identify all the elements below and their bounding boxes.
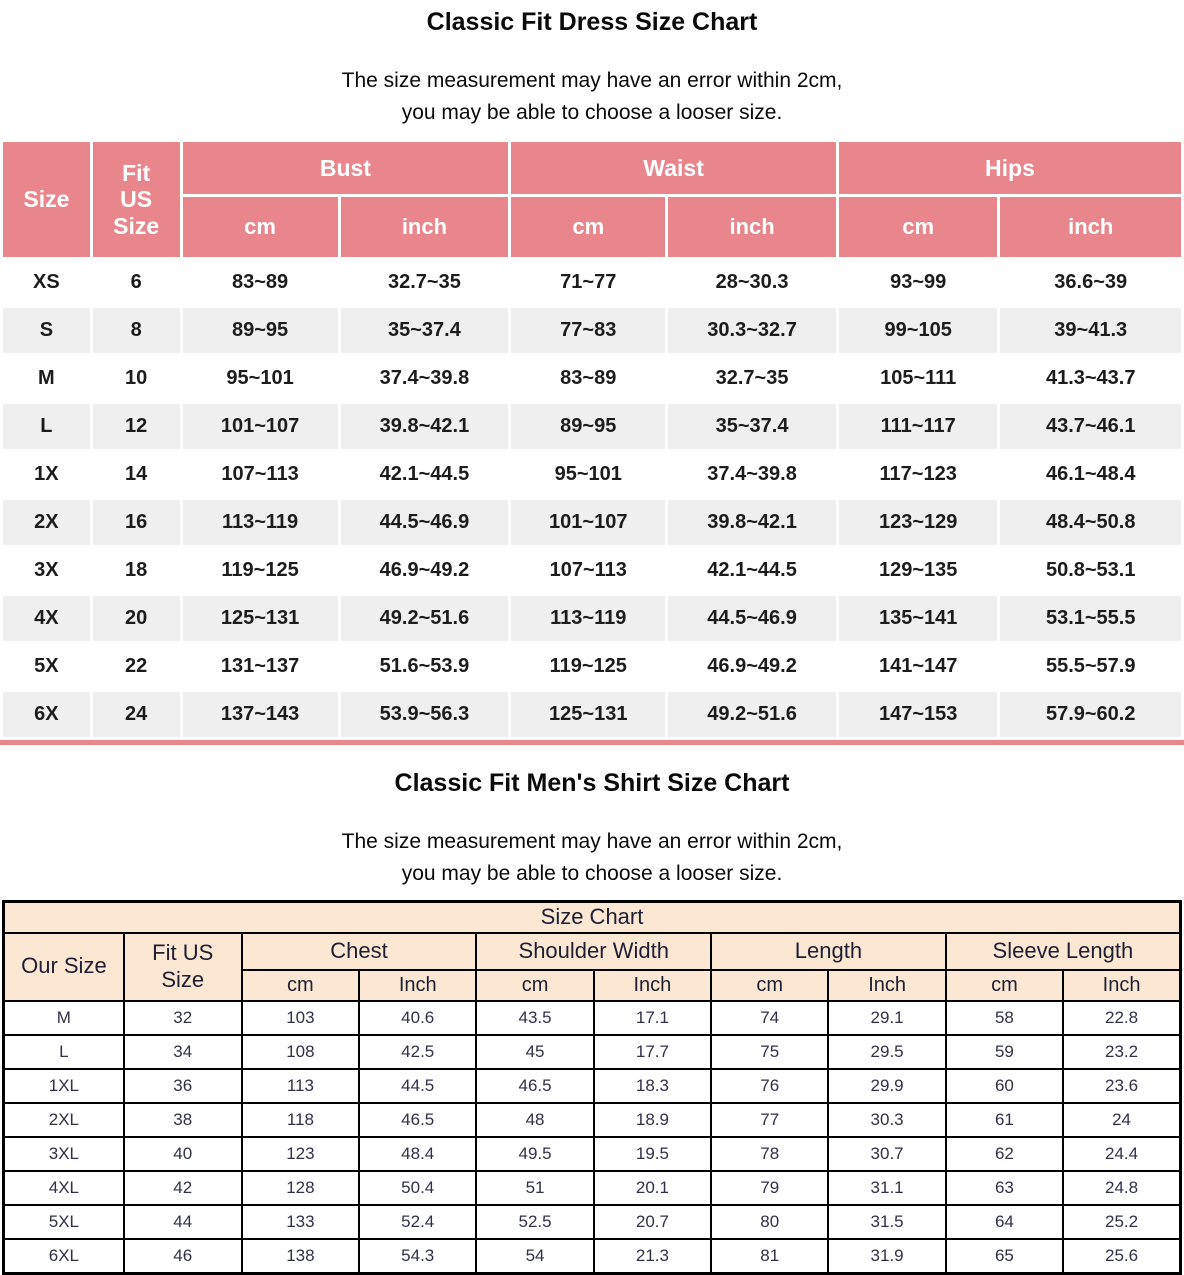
table-cell: 46.9~49.2 <box>668 644 836 689</box>
table-cell: 60 <box>946 1069 1063 1103</box>
table-cell: L <box>3 404 90 449</box>
table-cell: 138 <box>242 1239 359 1274</box>
table-cell: 61 <box>946 1103 1063 1137</box>
col-header-shoulder-cm: cm <box>476 970 593 1001</box>
table-cell: 35~37.4 <box>341 308 509 353</box>
table-cell: 2XL <box>4 1103 124 1137</box>
table-cell: 24 <box>93 692 180 737</box>
col-header-chest-cm: cm <box>242 970 359 1001</box>
table-row <box>3 500 1181 545</box>
table-cell: 51 <box>476 1171 593 1205</box>
table-cell: 117~123 <box>839 452 998 497</box>
shirt-chart-note <box>0 826 1184 890</box>
table-cell: 53.1~55.5 <box>1000 596 1181 641</box>
table-cell: 118 <box>242 1103 359 1137</box>
table-row <box>4 1171 1181 1205</box>
table-cell: 22.8 <box>1063 1001 1180 1035</box>
table-cell: 18.3 <box>594 1069 711 1103</box>
table-cell: M <box>3 356 90 401</box>
table-cell: 28~30.3 <box>668 260 836 305</box>
table-cell: 36.6~39 <box>1000 260 1181 305</box>
table-cell: 113 <box>242 1069 359 1103</box>
table-cell: 59 <box>946 1035 1063 1069</box>
table-cell: 17.1 <box>594 1001 711 1035</box>
shirt-note-line-2: you may be able to choose a looser size. <box>401 861 783 885</box>
table-cell: 58 <box>946 1001 1063 1035</box>
table-cell: 63 <box>946 1171 1063 1205</box>
table-cell: 141~147 <box>839 644 998 689</box>
table-cell: 46.5 <box>359 1103 476 1137</box>
table-row <box>3 692 1181 737</box>
table-cell: 30.7 <box>828 1137 945 1171</box>
table-cell: 39.8~42.1 <box>341 404 509 449</box>
shirt-table-banner: Size Chart <box>4 901 1181 933</box>
table-cell: 30.3 <box>828 1103 945 1137</box>
table-cell: 101~107 <box>511 500 665 545</box>
table-cell: 31.1 <box>828 1171 945 1205</box>
table-cell: 78 <box>711 1137 828 1171</box>
table-cell: 54.3 <box>359 1239 476 1274</box>
dress-chart-note <box>0 65 1184 129</box>
table-cell: 108 <box>242 1035 359 1069</box>
table-cell: 46 <box>124 1239 242 1274</box>
table-cell: 31.9 <box>828 1239 945 1274</box>
table-row <box>4 1137 1181 1171</box>
table-cell: 125~131 <box>183 596 338 641</box>
table-cell: 48.4~50.8 <box>1000 500 1181 545</box>
table-cell: 80 <box>711 1205 828 1239</box>
table-cell: 113~119 <box>183 500 338 545</box>
col-header-bust-inch: inch <box>341 197 509 257</box>
col-header-fit-us-size: Fit US Size <box>93 142 180 257</box>
table-cell: 29.9 <box>828 1069 945 1103</box>
table-cell: 46.5 <box>476 1069 593 1103</box>
table-cell: 38 <box>124 1103 242 1137</box>
table-row <box>4 1103 1181 1137</box>
col-header-hips: Hips <box>839 142 1181 194</box>
table-cell: 2X <box>3 500 90 545</box>
table-cell: 57.9~60.2 <box>1000 692 1181 737</box>
table-cell: 52.4 <box>359 1205 476 1239</box>
table-cell: 147~153 <box>839 692 998 737</box>
table-cell: 119~125 <box>183 548 338 593</box>
table-cell: 51.6~53.9 <box>341 644 509 689</box>
table-cell: 37.4~39.8 <box>341 356 509 401</box>
table-cell: 79 <box>711 1171 828 1205</box>
table-cell: 21.3 <box>594 1239 711 1274</box>
col-header-sleeve-cm: cm <box>946 970 1063 1001</box>
table-cell: 101~107 <box>183 404 338 449</box>
table-cell: 23.6 <box>1063 1069 1180 1103</box>
table-cell: 19.5 <box>594 1137 711 1171</box>
table-cell: 1X <box>3 452 90 497</box>
table-cell: 50.8~53.1 <box>1000 548 1181 593</box>
table-cell: 43.5 <box>476 1001 593 1035</box>
col-header-chest: Chest <box>242 933 477 970</box>
table-row <box>4 1001 1181 1035</box>
table-cell: 40 <box>124 1137 242 1171</box>
table-cell: 119~125 <box>511 644 665 689</box>
table-cell: 41.3~43.7 <box>1000 356 1181 401</box>
table-cell: 135~141 <box>839 596 998 641</box>
table-row <box>3 308 1181 353</box>
table-row <box>3 260 1181 305</box>
table-cell: 128 <box>242 1171 359 1205</box>
dress-note-line-1: The size measurement may have an error within 2cm, <box>341 69 843 92</box>
size-chart-page <box>0 8 1184 1275</box>
col-header-length-cm: cm <box>711 970 828 1001</box>
table-cell: 30.3~32.7 <box>668 308 836 353</box>
table-cell: 64 <box>946 1205 1063 1239</box>
table-row <box>4 1205 1181 1239</box>
table-cell: 20.7 <box>594 1205 711 1239</box>
dress-table-body <box>3 260 1181 737</box>
table-cell: 18 <box>93 548 180 593</box>
table-cell: 29.1 <box>828 1001 945 1035</box>
table-cell: 137~143 <box>183 692 338 737</box>
table-row <box>4 1239 1181 1274</box>
table-cell: 71~77 <box>511 260 665 305</box>
col-header-size: Size <box>3 142 90 257</box>
table-row <box>4 1069 1181 1103</box>
table-cell: 95~101 <box>511 452 665 497</box>
table-cell: 3X <box>3 548 90 593</box>
table-cell: 23.2 <box>1063 1035 1180 1069</box>
table-cell: 50.4 <box>359 1171 476 1205</box>
table-cell: 6XL <box>4 1239 124 1274</box>
table-row <box>3 596 1181 641</box>
col-header-sleeve-inch: Inch <box>1063 970 1180 1001</box>
table-cell: 49.2~51.6 <box>341 596 509 641</box>
dress-note-line-2: you may be able to choose a looser size. <box>401 100 783 124</box>
table-cell: 6X <box>3 692 90 737</box>
table-cell: 123~129 <box>839 500 998 545</box>
table-cell: 43.7~46.1 <box>1000 404 1181 449</box>
table-cell: 48 <box>476 1103 593 1137</box>
table-cell: 44.5~46.9 <box>668 596 836 641</box>
table-cell: 44.5 <box>359 1069 476 1103</box>
table-cell: 32 <box>124 1001 242 1035</box>
table-cell: 133 <box>242 1205 359 1239</box>
col-header-our-size: Our Size <box>4 933 124 1001</box>
table-cell: 24.4 <box>1063 1137 1180 1171</box>
table-cell: 24 <box>1063 1103 1180 1137</box>
table-cell: 42 <box>124 1171 242 1205</box>
table-cell: 44.5~46.9 <box>341 500 509 545</box>
col-header-waist-cm: cm <box>511 197 665 257</box>
col-header-chest-inch: Inch <box>359 970 476 1001</box>
table-cell: 32.7~35 <box>668 356 836 401</box>
table-cell: 123 <box>242 1137 359 1171</box>
table-cell: 55.5~57.9 <box>1000 644 1181 689</box>
col-header-fit-us-size: Fit US Size <box>124 933 242 1001</box>
table-cell: 24.8 <box>1063 1171 1180 1205</box>
table-cell: 54 <box>476 1239 593 1274</box>
table-cell: 129~135 <box>839 548 998 593</box>
table-cell: 107~113 <box>183 452 338 497</box>
table-row <box>3 404 1181 449</box>
table-cell: 39.8~42.1 <box>668 500 836 545</box>
table-cell: 37.4~39.8 <box>668 452 836 497</box>
table-cell: 81 <box>711 1239 828 1274</box>
table-cell: 99~105 <box>839 308 998 353</box>
col-header-length-inch: Inch <box>828 970 945 1001</box>
table-cell: 75 <box>711 1035 828 1069</box>
dress-size-table <box>0 139 1184 745</box>
table-cell: 46.1~48.4 <box>1000 452 1181 497</box>
table-cell: 45 <box>476 1035 593 1069</box>
col-header-length: Length <box>711 933 946 970</box>
shirt-table-body <box>4 1001 1181 1274</box>
table-row <box>3 548 1181 593</box>
table-cell: 31.5 <box>828 1205 945 1239</box>
table-cell: 107~113 <box>511 548 665 593</box>
table-cell: 4XL <box>4 1171 124 1205</box>
table-cell: 49.2~51.6 <box>668 692 836 737</box>
table-cell: 6 <box>93 260 180 305</box>
table-cell: 83~89 <box>183 260 338 305</box>
table-cell: 20.1 <box>594 1171 711 1205</box>
table-cell: 20 <box>93 596 180 641</box>
table-cell: 5XL <box>4 1205 124 1239</box>
table-cell: 12 <box>93 404 180 449</box>
table-cell: 34 <box>124 1035 242 1069</box>
table-cell: 16 <box>93 500 180 545</box>
table-cell: S <box>3 308 90 353</box>
table-cell: 42.5 <box>359 1035 476 1069</box>
table-cell: 46.9~49.2 <box>341 548 509 593</box>
table-cell: 29.5 <box>828 1035 945 1069</box>
col-header-waist-inch: inch <box>668 197 836 257</box>
col-header-shoulder-inch: Inch <box>594 970 711 1001</box>
table-cell: 89~95 <box>183 308 338 353</box>
table-cell: 76 <box>711 1069 828 1103</box>
table-cell: 44 <box>124 1205 242 1239</box>
table-cell: 111~117 <box>839 404 998 449</box>
table-row <box>3 452 1181 497</box>
table-cell: 131~137 <box>183 644 338 689</box>
dress-chart-title: Classic Fit Dress Size Chart <box>426 8 758 36</box>
table-cell: 62 <box>946 1137 1063 1171</box>
table-cell: 65 <box>946 1239 1063 1274</box>
table-cell: 49.5 <box>476 1137 593 1171</box>
table-row <box>4 1035 1181 1069</box>
col-header-hips-inch: inch <box>1000 197 1181 257</box>
table-cell: 25.2 <box>1063 1205 1180 1239</box>
shirt-chart-title: Classic Fit Men's Shirt Size Chart <box>394 768 790 797</box>
table-cell: 103 <box>242 1001 359 1035</box>
table-cell: 74 <box>711 1001 828 1035</box>
table-cell: XS <box>3 260 90 305</box>
table-cell: 40.6 <box>359 1001 476 1035</box>
table-cell: 52.5 <box>476 1205 593 1239</box>
shirt-note-line-1: The size measurement may have an error within 2cm, <box>341 829 843 853</box>
table-cell: 83~89 <box>511 356 665 401</box>
table-cell: 89~95 <box>511 404 665 449</box>
col-header-waist: Waist <box>511 142 836 194</box>
table-cell: 32.7~35 <box>341 260 509 305</box>
table-cell: L <box>4 1035 124 1069</box>
table-cell: 113~119 <box>511 596 665 641</box>
table-cell: 42.1~44.5 <box>341 452 509 497</box>
table-cell: 39~41.3 <box>1000 308 1181 353</box>
table-cell: 10 <box>93 356 180 401</box>
table-cell: 3XL <box>4 1137 124 1171</box>
table-cell: 36 <box>124 1069 242 1103</box>
table-cell: 18.9 <box>594 1103 711 1137</box>
table-row <box>3 644 1181 689</box>
table-cell: 77 <box>711 1103 828 1137</box>
table-cell: 14 <box>93 452 180 497</box>
table-cell: 77~83 <box>511 308 665 353</box>
table-cell: 95~101 <box>183 356 338 401</box>
table-row <box>3 356 1181 401</box>
table-cell: 53.9~56.3 <box>341 692 509 737</box>
table-cell: 48.4 <box>359 1137 476 1171</box>
table-cell: M <box>4 1001 124 1035</box>
table-cell: 22 <box>93 644 180 689</box>
col-header-bust: Bust <box>183 142 509 194</box>
table-cell: 35~37.4 <box>668 404 836 449</box>
table-cell: 17.7 <box>594 1035 711 1069</box>
shirt-size-table <box>2 900 1182 1275</box>
table-cell: 1XL <box>4 1069 124 1103</box>
table-cell: 93~99 <box>839 260 998 305</box>
table-cell: 8 <box>93 308 180 353</box>
table-cell: 25.6 <box>1063 1239 1180 1274</box>
col-header-bust-cm: cm <box>183 197 338 257</box>
col-header-shoulder-width: Shoulder Width <box>476 933 711 970</box>
col-header-hips-cm: cm <box>839 197 998 257</box>
table-cell: 42.1~44.5 <box>668 548 836 593</box>
col-header-sleeve-length: Sleeve Length <box>946 933 1181 970</box>
table-cell: 4X <box>3 596 90 641</box>
table-cell: 5X <box>3 644 90 689</box>
table-cell: 105~111 <box>839 356 998 401</box>
table-cell: 125~131 <box>511 692 665 737</box>
